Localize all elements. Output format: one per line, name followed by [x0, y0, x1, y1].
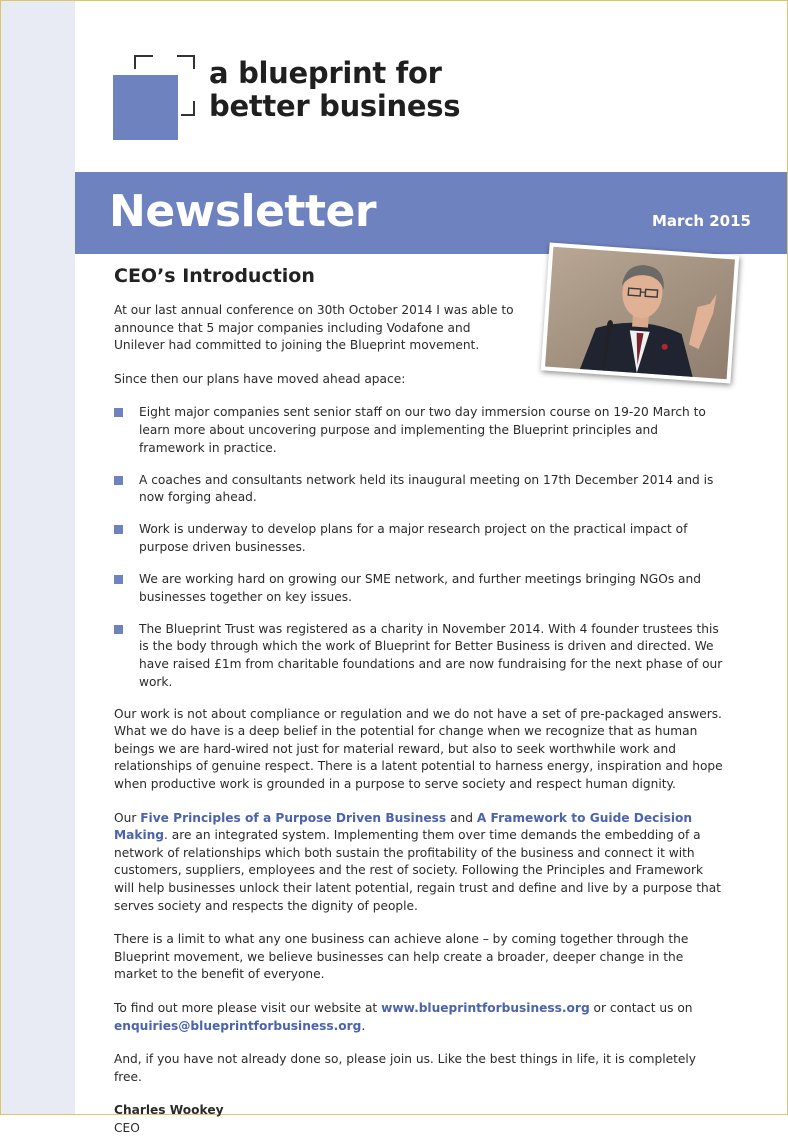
limit-paragraph: There is a limit to what any one business can achieve alone – by coming together through the Blueprint movement, we believe businesses can help create a broader, deeper change in the market to the benefit of everyone.: [114, 931, 726, 984]
square-bullet-icon: [114, 625, 123, 634]
logo-line-1: a blueprint for: [209, 57, 460, 90]
principles-prefix: Our: [114, 811, 140, 825]
list-item: [114, 404, 726, 457]
since-paragraph: Since then our plans have moved ahead apace:: [114, 371, 726, 389]
square-bullet-icon: [114, 408, 123, 417]
banner-title: Newsletter: [109, 185, 376, 239]
principles-mid: and: [446, 811, 477, 825]
website-link[interactable]: www.blueprintforbusiness.org: [381, 1001, 590, 1015]
principles-paragraph: [114, 810, 726, 916]
section-heading: CEO’s Introduction: [114, 263, 726, 289]
contact-paragraph: [114, 1000, 726, 1035]
article: [114, 263, 726, 1137]
square-bullet-icon: [114, 525, 123, 534]
banner-date: March 2015: [652, 212, 751, 230]
bullet-list: [114, 404, 726, 691]
square-bullet-icon: [114, 575, 123, 584]
contact-prefix: To find out more please visit our website at: [114, 1001, 381, 1015]
signature-name: Charles Wookey: [114, 1102, 726, 1120]
join-paragraph: And, if you have not already done so, please join us. Like the best things in life, it is completely free.: [114, 1051, 726, 1086]
bullet-text: Eight major companies sent senior staff on our two day immersion course on 19-20 March to learn more about uncovering purpose and implementing the Blueprint principles and framework in practice.: [139, 405, 706, 454]
bullet-text: A coaches and consultants network held its inaugural meeting on 17th December 2014 and is now forging ahead.: [139, 473, 713, 505]
email-link[interactable]: enquiries@blueprintforbusiness.org: [114, 1019, 361, 1033]
logo-line-2: better business: [209, 90, 460, 123]
list-item: [114, 521, 726, 556]
logo-text: [209, 57, 460, 123]
signature-title: CEO: [114, 1120, 726, 1137]
logo-square-icon: [113, 75, 178, 140]
newsletter-banner: [75, 172, 787, 254]
bullet-text: Work is underway to develop plans for a major research project on the practical impact of purpose driven businesses.: [139, 522, 687, 554]
list-item: [114, 571, 726, 606]
intro-paragraph: At our last annual conference on 30th October 2014 I was able to announce that 5 major companies including Vodafone and Unilever had committed to joining the Blueprint movement.: [114, 302, 519, 355]
logo: [113, 55, 493, 145]
list-item: [114, 621, 726, 691]
contact-suffix: .: [361, 1019, 365, 1033]
framework-link[interactable]: A Framework to Guide Decision Making: [114, 811, 692, 843]
bullet-text: We are working hard on growing our SME network, and further meetings bringing NGOs and businesses together on key issues.: [139, 572, 701, 604]
list-item: [114, 472, 726, 507]
square-bullet-icon: [114, 476, 123, 485]
contact-mid: or contact us on: [590, 1001, 693, 1015]
compliance-paragraph: Our work is not about compliance or regulation and we do not have a set of pre-packaged answers. What we do have is a deep belief in the potential for change when we recognize that as human beings we are hard-wired not just for material reward, but also to seek worthwhile work and relationships of genuine respect. There is a latent potential to harness energy, inspiration and hope when productive work is grounded in a purpose to serve society and respect human dignity.: [114, 706, 726, 794]
five-principles-link[interactable]: Five Principles of a Purpose Driven Business: [140, 811, 446, 825]
side-strip: [1, 1, 75, 1114]
bullet-text: The Blueprint Trust was registered as a charity in November 2014. With 4 founder trustees this is the body through which the work of Blueprint for Better Business is driven and directed. We have raised £1m from charitable foundations and are now fundraising for the next phase of our work.: [139, 622, 722, 689]
principles-rest: . are an integrated system. Implementing them over time demands the embedding of a network of relationships which both sustain the profitability of the business and connect it with customers, suppliers, employees and the rest of society. Following the Principles and Framework will help businesses unlock their latent potential, regain trust and define and live by a purpose that serves society and respects the dignity of people.: [114, 828, 721, 912]
